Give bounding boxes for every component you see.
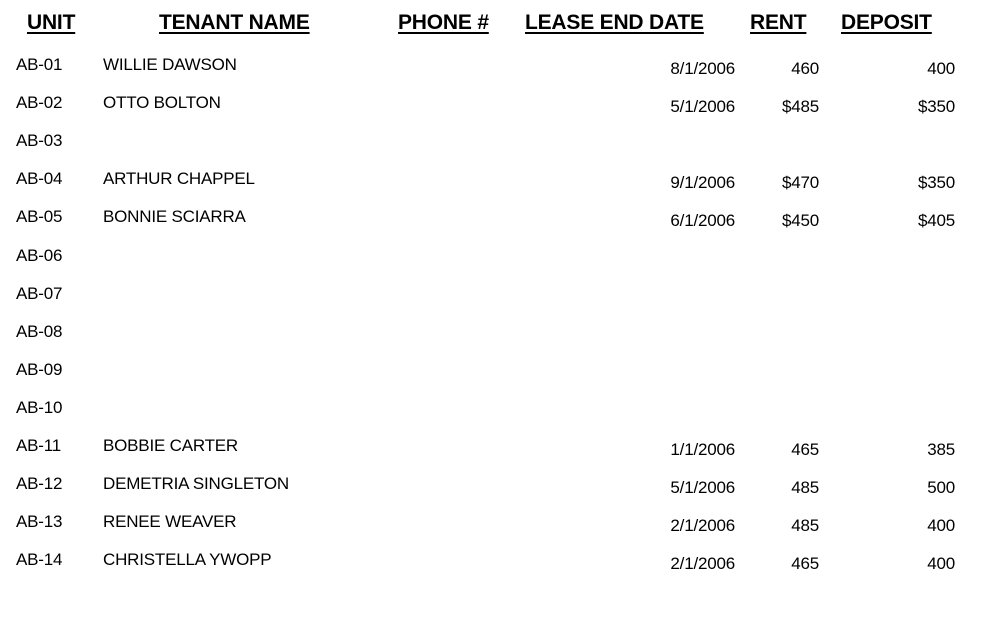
unit-cell: AB-08 [16, 322, 63, 341]
lease-end-date-cell: 1/1/2006 [670, 440, 735, 459]
tenant-name-cell: DEMETRIA SINGLETON [103, 474, 289, 493]
deposit-cell: 500 [927, 478, 955, 497]
tenant-name-cell: RENEE WEAVER [103, 512, 237, 531]
unit-cell: AB-09 [16, 360, 63, 379]
unit-cell: AB-03 [16, 131, 63, 150]
deposit-cell: 400 [927, 516, 955, 535]
deposit-cell: 400 [927, 59, 955, 78]
table-row [0, 246, 999, 276]
header-tenant-name: TENANT NAME [159, 11, 310, 34]
lease-end-date-cell: 5/1/2006 [670, 478, 735, 497]
header-lease-end-date: LEASE END DATE [525, 11, 704, 34]
tenant-name-cell: ARTHUR CHAPPEL [103, 169, 255, 188]
table-row [0, 398, 999, 428]
unit-cell: AB-01 [16, 55, 63, 74]
table-row [0, 550, 999, 580]
tenant-name-cell: BOBBIE CARTER [103, 436, 239, 455]
unit-cell: AB-11 [16, 436, 61, 455]
table-row [0, 284, 999, 314]
lease-end-date-cell: 9/1/2006 [670, 173, 735, 192]
deposit-cell: $350 [917, 97, 955, 116]
deposit-cell: 385 [927, 440, 955, 459]
table-row [0, 512, 999, 542]
rent-cell: $450 [781, 211, 819, 230]
rent-cell: $470 [781, 173, 819, 192]
unit-cell: AB-04 [16, 169, 63, 188]
rent-cell: 485 [791, 478, 819, 497]
rent-cell: 485 [791, 516, 819, 535]
unit-cell: AB-14 [16, 550, 63, 569]
unit-cell: AB-06 [16, 246, 63, 265]
unit-cell: AB-10 [16, 398, 63, 417]
deposit-cell: 400 [927, 554, 955, 573]
tenant-name-cell: WILLIE DAWSON [103, 55, 237, 74]
table-row [0, 322, 999, 352]
header-deposit: DEPOSIT [841, 11, 932, 34]
unit-cell: AB-12 [16, 474, 63, 493]
lease-end-date-cell: 6/1/2006 [670, 211, 735, 230]
table-row [0, 436, 999, 466]
header-phone: PHONE # [398, 11, 489, 34]
table-row [0, 131, 999, 161]
table-row [0, 207, 999, 237]
unit-cell: AB-13 [16, 512, 63, 531]
table-row [0, 474, 999, 504]
rent-cell: 465 [791, 440, 819, 459]
deposit-cell: $350 [917, 173, 955, 192]
tenant-name-cell: OTTO BOLTON [103, 93, 221, 112]
lease-end-date-cell: 2/1/2006 [670, 516, 735, 535]
header-rent: RENT [750, 11, 807, 34]
rent-cell: $485 [781, 97, 819, 116]
unit-cell: AB-05 [16, 207, 63, 226]
table-row [0, 360, 999, 390]
unit-cell: AB-07 [16, 284, 63, 303]
tenant-name-cell: BONNIE SCIARRA [103, 207, 246, 226]
rent-cell: 465 [791, 554, 819, 573]
deposit-cell: $405 [917, 211, 955, 230]
unit-cell: AB-02 [16, 93, 63, 112]
rent-cell: 460 [791, 59, 819, 78]
table-row [0, 169, 999, 199]
lease-end-date-cell: 5/1/2006 [670, 97, 735, 116]
table-row [0, 93, 999, 123]
lease-end-date-cell: 8/1/2006 [670, 59, 735, 78]
header-unit: UNIT [27, 11, 76, 34]
table-row [0, 55, 999, 85]
tenant-name-cell: CHRISTELLA YWOPP [103, 550, 272, 569]
lease-end-date-cell: 2/1/2006 [670, 554, 735, 573]
